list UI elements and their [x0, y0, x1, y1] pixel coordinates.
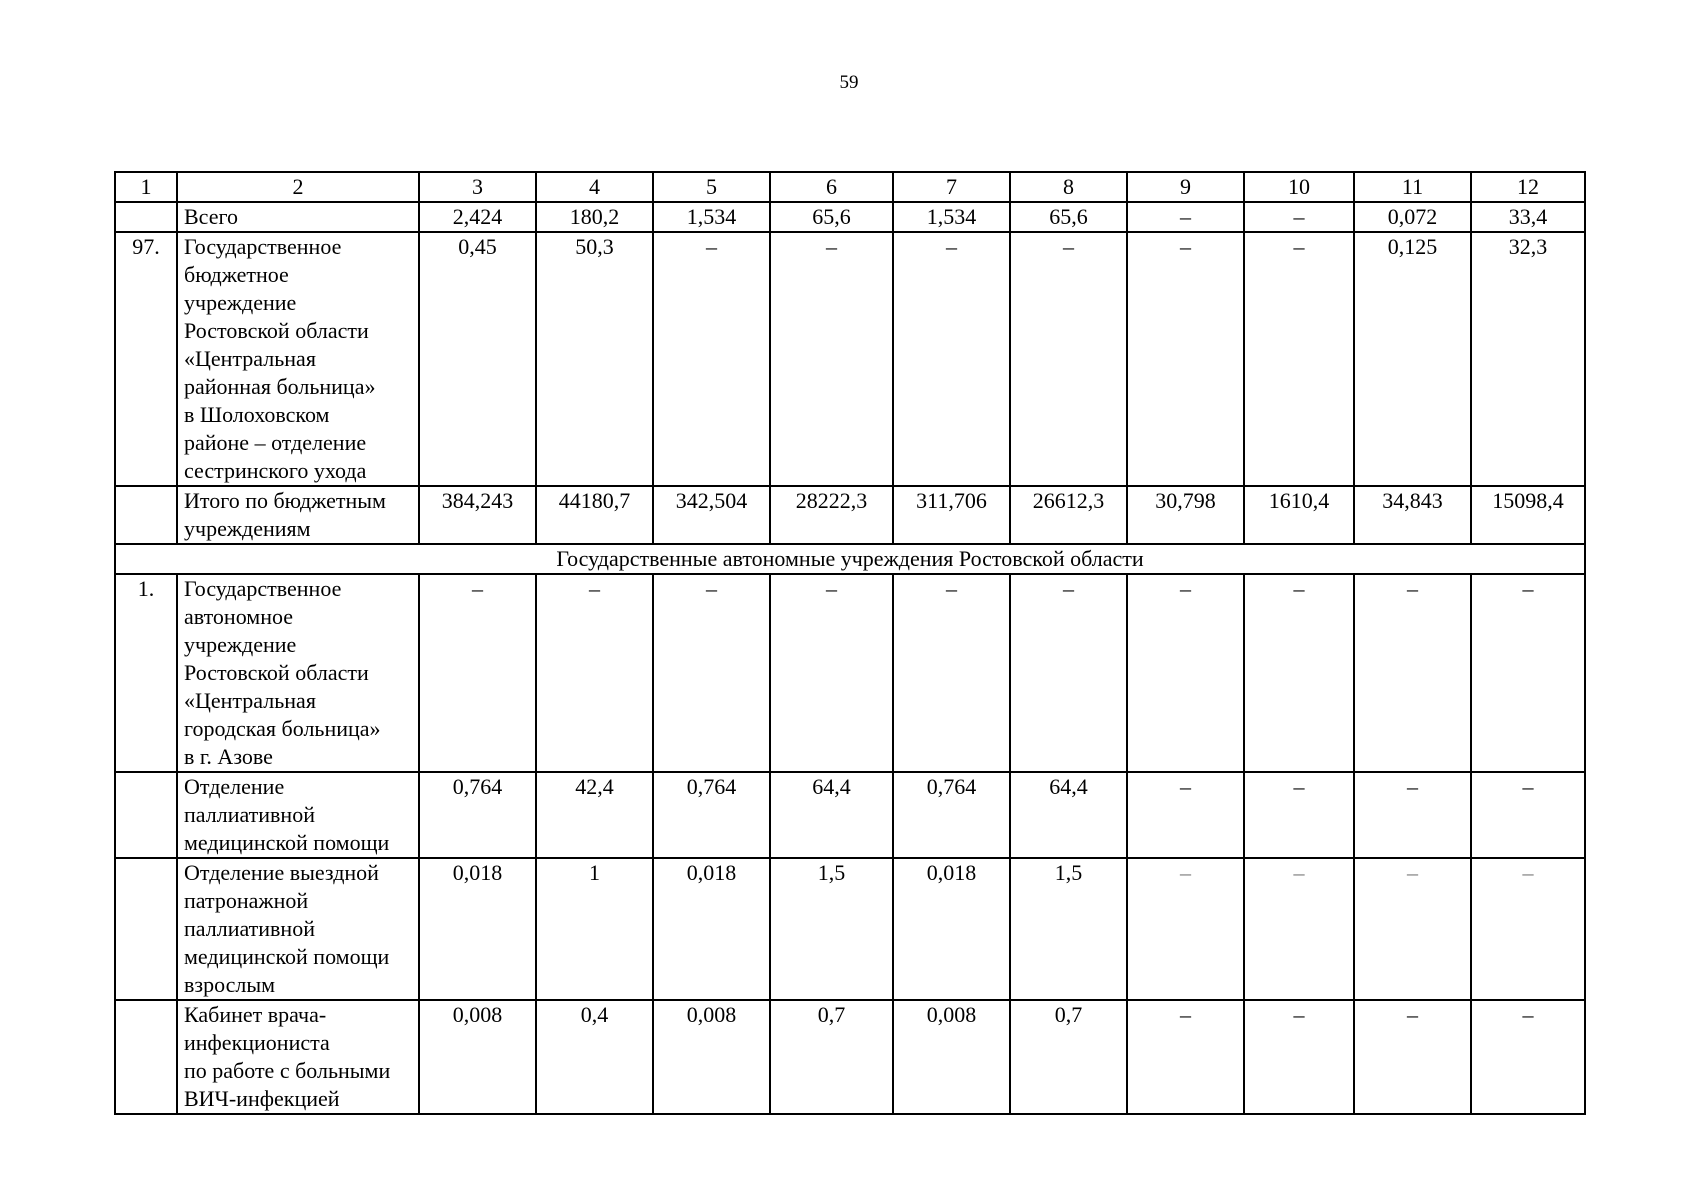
value-cell: 65,6: [770, 202, 893, 232]
name-line: учреждение: [184, 290, 297, 315]
value-cell: –: [1354, 858, 1471, 1000]
name-line: Отделение выездной: [184, 860, 379, 885]
name-line: «Центральная: [184, 688, 316, 713]
value-cell: 0,018: [419, 858, 536, 1000]
value-cell: 1: [536, 858, 653, 1000]
column-header: 9: [1127, 172, 1244, 202]
value-cell: 64,4: [770, 772, 893, 858]
value-cell: –: [893, 574, 1010, 772]
value-cell: –: [893, 232, 1010, 486]
value-cell: –: [1010, 574, 1127, 772]
name-line: Отделение: [184, 774, 285, 799]
row-number: [115, 858, 177, 1000]
name-line: бюджетное: [184, 262, 289, 287]
name-line: районная больница»: [184, 374, 376, 399]
table-row: [115, 574, 1585, 772]
column-header: 7: [893, 172, 1010, 202]
column-header: 1: [115, 172, 177, 202]
column-header: 5: [653, 172, 770, 202]
section-header-row: [115, 544, 1585, 574]
column-header: 3: [419, 172, 536, 202]
value-cell: –: [1354, 1000, 1471, 1114]
value-cell: 0,7: [770, 1000, 893, 1114]
value-cell: –: [1354, 772, 1471, 858]
name-line: сестринского ухода: [184, 458, 367, 483]
value-cell: 180,2: [536, 202, 653, 232]
column-header: 4: [536, 172, 653, 202]
value-cell: –: [1244, 858, 1354, 1000]
value-cell: –: [1471, 858, 1585, 1000]
column-header: 10: [1244, 172, 1354, 202]
value-cell: 30,798: [1127, 486, 1244, 544]
institution-name: [177, 772, 419, 858]
row-number: [115, 772, 177, 858]
value-cell: 2,424: [419, 202, 536, 232]
row-number: [115, 486, 177, 544]
value-cell: –: [770, 574, 893, 772]
value-cell: –: [770, 232, 893, 486]
value-cell: –: [1354, 574, 1471, 772]
name-line: «Центральная: [184, 346, 316, 371]
value-cell: 311,706: [893, 486, 1010, 544]
value-cell: –: [1127, 202, 1244, 232]
name-line: Кабинет врача-: [184, 1002, 327, 1027]
name-line: учреждениям: [184, 516, 311, 541]
row-number: 97.: [115, 232, 177, 486]
name-line: в г. Азове: [184, 744, 273, 769]
name-line: медицинской помощи: [184, 830, 390, 855]
name-line: по работе с больными: [184, 1058, 391, 1083]
institution-name: [177, 202, 419, 232]
row-number: [115, 202, 177, 232]
value-cell: 1,5: [770, 858, 893, 1000]
name-line: Всего: [184, 204, 238, 229]
value-cell: –: [1127, 574, 1244, 772]
value-cell: –: [1127, 858, 1244, 1000]
value-cell: 42,4: [536, 772, 653, 858]
name-line: Итого по бюджетным: [184, 488, 386, 513]
name-line: медицинской помощи: [184, 944, 390, 969]
value-cell: 0,008: [419, 1000, 536, 1114]
table-header-row: [115, 172, 1585, 202]
value-cell: –: [536, 574, 653, 772]
table-body: [115, 172, 1585, 1114]
table-row: [115, 858, 1585, 1000]
value-cell: 32,3: [1471, 232, 1585, 486]
value-cell: –: [1127, 772, 1244, 858]
value-cell: –: [1244, 232, 1354, 486]
value-cell: –: [1471, 772, 1585, 858]
value-cell: 0,008: [893, 1000, 1010, 1114]
data-table: [114, 171, 1586, 1115]
name-line: Ростовской области: [184, 660, 369, 685]
value-cell: 1,534: [653, 202, 770, 232]
value-cell: 26612,3: [1010, 486, 1127, 544]
column-header: 2: [177, 172, 419, 202]
name-line: Ростовской области: [184, 318, 369, 343]
row-number: 1.: [115, 574, 177, 772]
value-cell: –: [653, 574, 770, 772]
value-cell: 34,843: [1354, 486, 1471, 544]
column-header: 6: [770, 172, 893, 202]
value-cell: 0,4: [536, 1000, 653, 1114]
value-cell: –: [1244, 1000, 1354, 1114]
value-cell: 0,125: [1354, 232, 1471, 486]
name-line: районе – отделение: [184, 430, 367, 455]
name-line: взрослым: [184, 972, 276, 997]
institution-name: [177, 574, 419, 772]
value-cell: –: [1244, 202, 1354, 232]
institution-name: [177, 486, 419, 544]
table-row: [115, 202, 1585, 232]
name-line: паллиативной: [184, 916, 315, 941]
value-cell: 44180,7: [536, 486, 653, 544]
value-cell: 0,45: [419, 232, 536, 486]
value-cell: 15098,4: [1471, 486, 1585, 544]
column-header: 8: [1010, 172, 1127, 202]
table-row: [115, 1000, 1585, 1114]
value-cell: 0,764: [893, 772, 1010, 858]
row-number: [115, 1000, 177, 1114]
value-cell: 65,6: [1010, 202, 1127, 232]
name-line: ВИЧ-инфекцией: [184, 1086, 340, 1111]
name-line: в Шолоховском: [184, 402, 330, 427]
value-cell: 0,018: [893, 858, 1010, 1000]
page-number: 59: [839, 72, 859, 93]
value-cell: 0,764: [653, 772, 770, 858]
value-cell: 0,072: [1354, 202, 1471, 232]
value-cell: –: [1244, 772, 1354, 858]
column-header: 12: [1471, 172, 1585, 202]
table-row: [115, 486, 1585, 544]
value-cell: –: [1471, 1000, 1585, 1114]
name-line: инфекциониста: [184, 1030, 330, 1055]
name-line: Государственное: [184, 234, 342, 259]
name-line: Государственное: [184, 576, 342, 601]
value-cell: 50,3: [536, 232, 653, 486]
institution-name: [177, 858, 419, 1000]
name-line: автономное: [184, 604, 294, 629]
value-cell: –: [1127, 1000, 1244, 1114]
value-cell: –: [653, 232, 770, 486]
name-line: городская больница»: [184, 716, 381, 741]
value-cell: 0,008: [653, 1000, 770, 1114]
name-line: патронажной: [184, 888, 309, 913]
value-cell: 384,243: [419, 486, 536, 544]
value-cell: 28222,3: [770, 486, 893, 544]
name-line: учреждение: [184, 632, 297, 657]
institution-name: [177, 232, 419, 486]
name-line: паллиативной: [184, 802, 315, 827]
column-header: 11: [1354, 172, 1471, 202]
value-cell: 0,018: [653, 858, 770, 1000]
table-row: [115, 232, 1585, 486]
value-cell: 1,534: [893, 202, 1010, 232]
value-cell: 342,504: [653, 486, 770, 544]
section-title: Государственные автономные учреждения Ростовской области: [115, 544, 1585, 574]
value-cell: 1610,4: [1244, 486, 1354, 544]
table-row: [115, 772, 1585, 858]
value-cell: 0,764: [419, 772, 536, 858]
value-cell: –: [419, 574, 536, 772]
value-cell: 33,4: [1471, 202, 1585, 232]
value-cell: –: [1127, 232, 1244, 486]
value-cell: –: [1010, 232, 1127, 486]
value-cell: –: [1471, 574, 1585, 772]
value-cell: 64,4: [1010, 772, 1127, 858]
value-cell: –: [1244, 574, 1354, 772]
institution-name: [177, 1000, 419, 1114]
value-cell: 0,7: [1010, 1000, 1127, 1114]
value-cell: 1,5: [1010, 858, 1127, 1000]
